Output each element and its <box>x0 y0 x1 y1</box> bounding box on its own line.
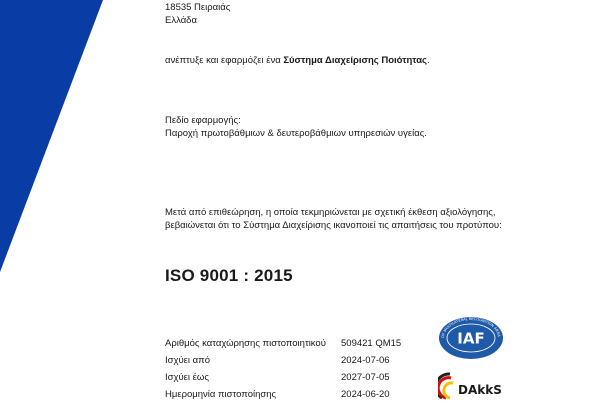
table-row <box>165 338 401 355</box>
certification-date-value: 2024-06-20 <box>341 389 390 400</box>
address-postal-city: 18535 Πειραιάς <box>165 2 231 13</box>
valid-from-value: 2024-07-06 <box>341 355 390 366</box>
address-block <box>165 1 230 27</box>
statement-suffix: . <box>427 55 430 66</box>
registration-number-value: 509421 QM15 <box>341 338 402 349</box>
certification-date-label: Ημερομηνία πιστοποίησης <box>165 389 277 400</box>
blue-band-shape <box>0 0 103 272</box>
assessment-line-2: βεβαιώνεται ότι το Σύστημα Διαχείρισης ικανοποιεί τις απαιτήσεις του προτύπου: <box>165 220 502 231</box>
table-row <box>165 389 401 406</box>
scope-text: Παροχή πρωτοβάθμιων & δευτεροβάθμιων υπηρεσιών υγείας. <box>165 128 427 139</box>
standard-title: ISO 9001 : 2015 <box>165 266 293 285</box>
valid-until-label: Ισχύει έως <box>165 372 209 383</box>
registration-number-label: Αριθμός καταχώρησης πιστοποιητικού <box>165 338 326 349</box>
address-country: Ελλάδα <box>165 15 197 26</box>
valid-from-label: Ισχύει από <box>165 355 210 366</box>
management-system-statement <box>165 54 430 67</box>
statement-prefix: ανέπτυξε και εφαρμόζει ένα <box>165 55 284 66</box>
table-row <box>165 372 401 389</box>
iaf-logo-text: IAF <box>457 329 485 348</box>
scope-label: Πεδίο εφαρμογής: <box>165 115 241 126</box>
table-row <box>165 355 401 372</box>
valid-until-value: 2027-07-05 <box>341 372 390 383</box>
iaf-ring-text: OF MULTILATERAL RECOGNITION ARRA <box>440 316 501 339</box>
scope-block <box>165 114 427 140</box>
dakks-logo <box>438 372 508 400</box>
management-system-name: Σύστημα Διαχείρισης Ποιότητας <box>283 55 428 66</box>
assessment-statement <box>165 206 502 232</box>
dakks-logo-text: DAkkS <box>458 383 502 397</box>
iaf-logo <box>438 316 504 360</box>
certificate-details-table <box>165 338 401 406</box>
blue-side-band <box>0 0 110 272</box>
assessment-line-1: Μετά από επιθεώρηση, η οποία τεκμηριώνεται με σχετική έκθεση αξιολόγησης, <box>165 207 496 218</box>
